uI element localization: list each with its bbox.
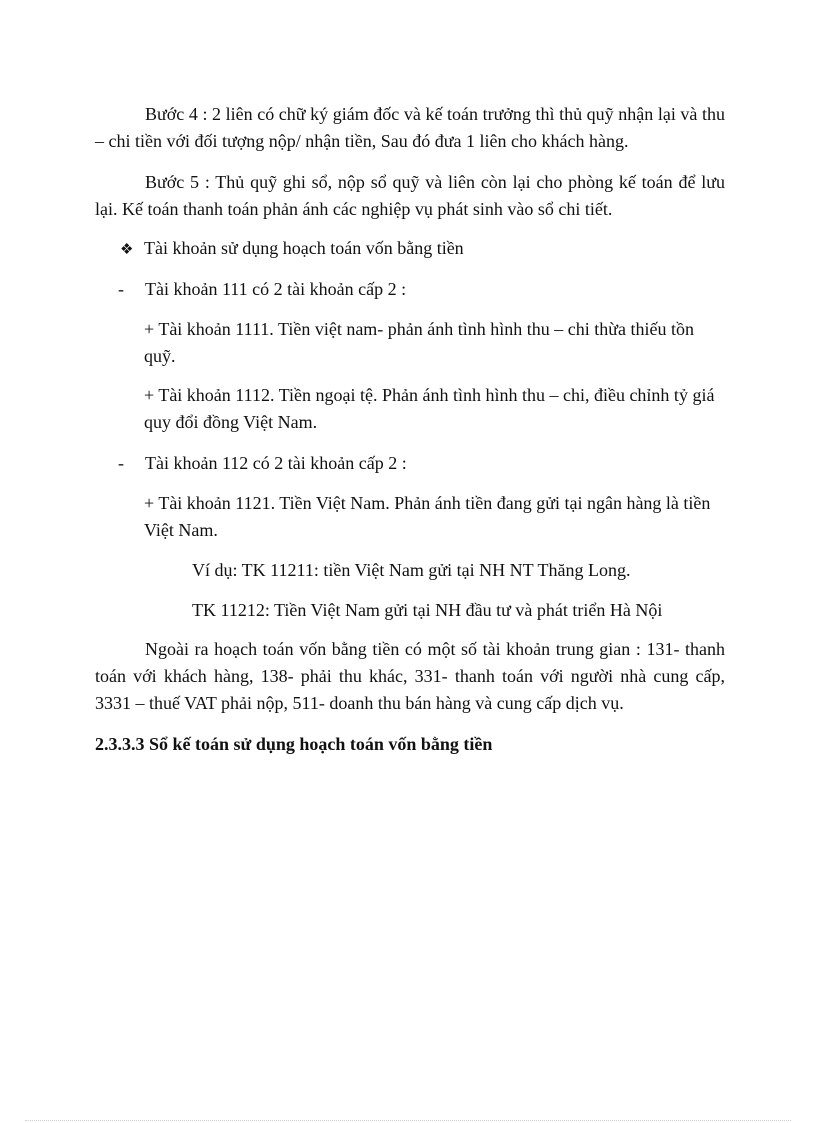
paragraph-step-4: Bước 4 : 2 liên có chữ ký giám đốc và kế toán trưởng thì thủ quỹ nhận lại và thu – chi tiền với đối tượng nộp/ nhận tiền, Sau đó đưa 1 liên cho khách hàng. [95, 104, 725, 151]
section-heading-2-3-3-3: 2.3.3.3 Sổ kế toán sử dụng hoạch toán vốn bằng tiền [95, 734, 493, 754]
paragraph-step-5: Bước 5 : Thủ quỹ ghi sổ, nộp sổ quỹ và liên còn lại cho phòng kế toán để lưu lại. Kế toán thanh toán phản ánh các nghiệp vụ phát sinh vào sổ chi tiết. [95, 172, 725, 219]
list-item-account-111 [118, 276, 406, 303]
bullet-item-accounts-used [120, 235, 464, 264]
example-tk-11211: Ví dụ: TK 11211: tiền Việt Nam gửi tại NH NT Thăng Long. [192, 560, 631, 580]
diamond-bullet-icon: ❖ [120, 242, 134, 258]
account-111-title: Tài khoản 111 có 2 tài khoản cấp 2 : [145, 279, 407, 299]
page-bottom-divider [25, 1120, 791, 1121]
bullet-text: Tài khoản sử dụng hoạch toán vốn bằng tiền [144, 238, 464, 258]
dash-bullet: - [118, 279, 124, 299]
example-tk-11212: TK 11212: Tiền Việt Nam gửi tại NH đầu tư và phát triển Hà Nội [192, 600, 663, 620]
account-112-title: Tài khoản 112 có 2 tài khoản cấp 2 : [145, 453, 407, 473]
paragraph-other-accounts: Ngoài ra hoạch toán vốn bằng tiền có một số tài khoản trung gian : 131- thanh toán với khách hàng, 138- phải thu khác, 331- thanh toán với người nhà cung cấp, 3331 – thuế VAT phải nộp, 511- doanh thu bán hàng và cung cấp dịch vụ. [95, 639, 725, 713]
dash-bullet: - [118, 453, 124, 473]
sub-item-account-1111: + Tài khoản 1111. Tiền việt nam- phản ánh tình hình thu – chi thừa thiếu tồn quỹ. [144, 319, 695, 366]
sub-item-account-1121: + Tài khoản 1121. Tiền Việt Nam. Phản ánh tiền đang gửi tại ngân hàng là tiền Việt Nam. [144, 493, 711, 540]
list-item-account-112 [118, 450, 407, 477]
sub-item-account-1112: + Tài khoản 1112. Tiền ngoại tệ. Phản ánh tình hình thu – chi, điều chỉnh tỷ giá quy đổi đồng Việt Nam. [144, 385, 715, 432]
